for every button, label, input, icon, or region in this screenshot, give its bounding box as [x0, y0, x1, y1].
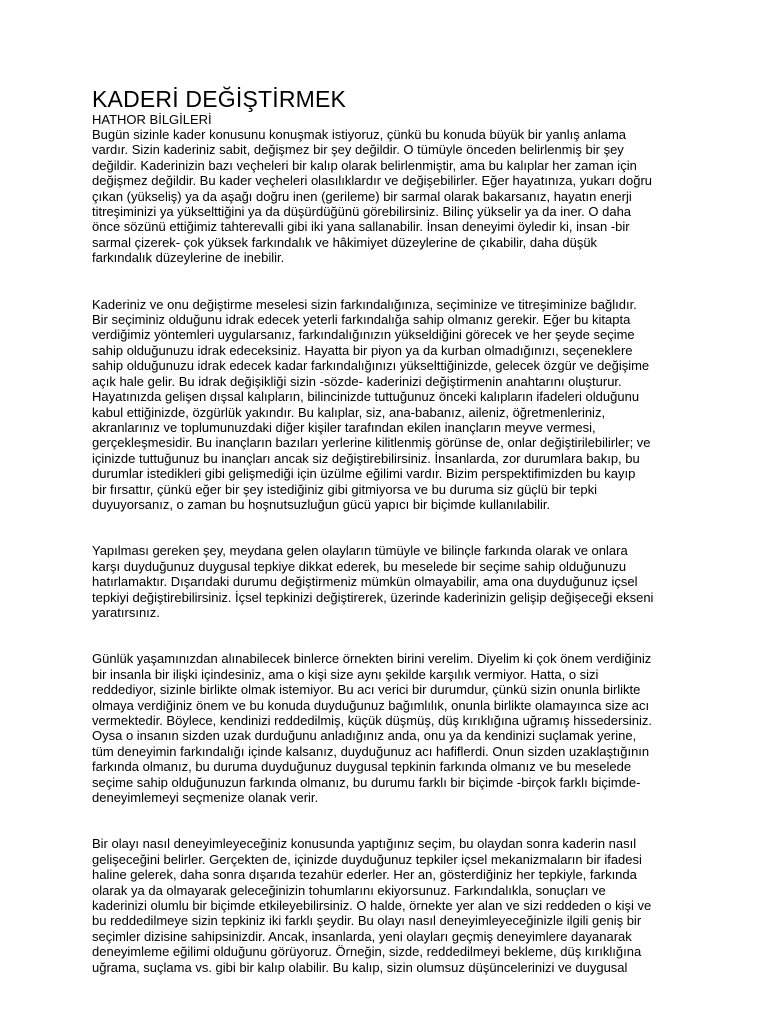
- text-line: deneyimleme eğilimi olduğunu görüyoruz. Örneğin, sizde, reddedilmeyi bekleme, düş kırıklığına: [92, 944, 642, 960]
- text-line: deneyimlemeyi seçmenize olanak verir.: [92, 790, 319, 806]
- text-line: bu reddedilmeye sizin tepkiniz iki farklı şeydir. Bu olayı nasıl deneyimleyeceğinizle ilgili geniş bir: [92, 913, 642, 929]
- text-line: vardır. Sizin kaderiniz sabit, değişmez bir şey değildir. O tümüyle önceden belirlenmiş bir şey: [92, 142, 624, 158]
- document-page: [92, 86, 692, 975]
- text-line: haline gelerek, daha sonra dışarıda tezahür ederler. Her an, gösterdiğiniz her tepkiyle, farkında: [92, 867, 637, 883]
- text-line: içinizde tuttuğunuz bu inançları ancak siz değiştirebilirsiniz. İnsanlarda, zor durumlara bakıp, bu: [92, 450, 640, 466]
- text-line: farkında olmanız, bu duruma duyduğunuz duygusal tepkinin farkında olmanız ve bu meselede: [92, 759, 632, 775]
- text-line: vermektedir. Böylece, kendinizi reddedilmiş, küçük düşmüş, düş kırıklığına uğramış hissedersiniz.: [92, 713, 652, 728]
- paragraph-gap: [92, 512, 692, 543]
- paragraph-gap: [92, 620, 692, 651]
- paragraph-5: [92, 836, 692, 975]
- text-line: Bir olayı nasıl deneyimleyeceğiniz konusunda yaptığınız seçim, bu olaydan sonra kaderin nasıl: [92, 836, 637, 852]
- text-line: değildir. Kaderinizin bazı veçheleri bir kalıp olarak belirlenmiştir, ama bu kalıplar her zaman için: [92, 157, 637, 173]
- text-line: hatırlamaktır. Dışarıdaki durumu değiştirmeniz mümkün olmayabilir, ama ona duyduğunuz içsel: [92, 574, 638, 590]
- text-line: seçime sahip olduğunuzun farkında olmanız, bu durumu farklı bir biçimde -birçok farklı biçimde-: [92, 774, 641, 790]
- text-line: bir fırsattır, çünkü eğer bir şey istediğiniz gibi gitmiyorsa ve bu duruma siz güçlü bir tepki: [92, 481, 598, 497]
- text-line: tüm deneyimin farkındalığı içinde kalsanız, duyduğunuz acı hafiflerdi. Onun sizden uzaklaştığının: [92, 743, 650, 759]
- paragraph-2: [92, 297, 692, 513]
- text-line: uğrama, suçlama vs. gibi bir kalıp olabilir. Bu kalıp, sizin olumsuz düşüncelerinizi ve duygusal: [92, 959, 628, 975]
- text-line: tepkiyi değiştirebilirsiniz. İçsel tepkinizi değiştirerek, üzerinde kaderinizin gelişip değişeceği ekseni: [92, 589, 654, 605]
- text-line: Yapılması gereken şey, meydana gelen olayların tümüyle ve bilinçle farkında olarak ve onlara: [92, 543, 628, 559]
- text-line: kabul ettiğinizde, özgürlük yakındır. Bu kalıplar, siz, ana-babanız, aileniz, öğretmenleriniz,: [92, 404, 606, 420]
- text-line: yaratırsınız.: [92, 604, 160, 620]
- text-line: Hayatınızda gelişen dışsal kalıpların, bilincinizde tuttuğunuz önceki kalıpların ifadeleri olduğunu: [92, 389, 640, 405]
- text-line: akranlarınız ve toplumunuzdaki diğer kişiler tarafından ekilen inançların meyve vermesi,: [92, 419, 596, 435]
- text-line: gerçekleşmesidir. Bu inançların bazıları yerlerine kilitlenmiş görünse de, onlar değiştirilebilirler; ve: [92, 435, 651, 451]
- paragraph-gap: [92, 266, 692, 297]
- text-line: sarmal çizerek- çok yüksek farkındalık ve hâkimiyet düzeylerine de çıkabilir, daha düşük: [92, 234, 598, 250]
- text-line: sahip olduğunuzu idrak edecek kadar farkındalığınızı yükselttiğinizde, gelecek özgür ve değişime: [92, 358, 650, 374]
- paragraph-gap: [92, 805, 692, 836]
- text-line: önce sözünü ettiğimiz tahterevalli gibi iki yana sallanabilir. İnsan deneyimi öyledir ki, insan -bir: [92, 219, 630, 235]
- text-line: seçimler dizisine sahipsinizdir. Ancak, insanlarda, yeni olayları geçmiş deneyimlere dayanarak: [92, 928, 632, 944]
- text-line: titreşiminizi ya yükselttiğini ya da düşürdüğünü görebilirsiniz. Bilinç yükselir ya da iner. O daha: [92, 204, 632, 220]
- text-line: reddediyor, sizinle birlikte olmak istemiyor. Bu acı verici bir durumdur, çünkü sizin onunla birlikte: [92, 682, 641, 698]
- text-line: kaderinizi olumlu bir biçimde etkileyebilirsiniz. O halde, örnekte yer alan ve sizi reddeden o kişi ve: [92, 898, 652, 914]
- paragraph-4: [92, 651, 692, 805]
- paragraph-3: [92, 543, 692, 620]
- document-subtitle: HATHOR BİLGİLERİ: [92, 112, 212, 127]
- text-line: çıkan (yükseliş) ya da aşağı doğru inen (gerileme) bir sarmal olarak bakarsanız, hayatın enerji: [92, 188, 632, 204]
- text-line: farkındalık düzeylerine de inebilir.: [92, 250, 285, 266]
- paragraph-1: [92, 127, 692, 266]
- text-line: Bir seçiminiz olduğunu idrak edecek yeterli farkındalığa sahip olmanız gerekir. Eğer bu kitapta: [92, 312, 631, 328]
- text-line: bir insanla bir ilişki içindesiniz, ama o kişi size aynı şekilde karşılık vermiyor. Hatta, o sizi: [92, 666, 599, 682]
- text-line: açık hale gelir. Bu idrak değişikliği sizin -sözde- kaderinizi değiştirmenin anahtarını oluşturur.: [92, 373, 622, 389]
- text-line: Kaderiniz ve onu değiştirme meselesi sizin farkındalığınıza, seçiminize ve titreşiminize bağlıdır.: [92, 296, 637, 312]
- text-line: verdiğimiz yöntemleri uygularsanız, farkındalığınızın yükseldiğini görecek ve her şeyde seçime: [92, 327, 635, 343]
- text-line: değişmez değildir. Bu kader veçheleri olasılıklardır ve değişebilirler. Eğer hayatınıza, yukarı doğru: [92, 173, 653, 189]
- text-line: sahip olduğunuzu idrak edeceksiniz. Hayatta bir piyon ya da kurban olmadığınızı, seçeneklere: [92, 342, 633, 358]
- text-line: karşı duyduğunuz duygusal tepkiye dikkat ederek, bu meselede bir seçime sahip olduğunuzu: [92, 558, 627, 574]
- text-line: gelişeceğini belirler. Gerçekten de, içinizde duyduğunuz tepkiler içsel mekanizmaların bir ifadesi: [92, 851, 642, 867]
- text-line: olmaya verdiğiniz önem ve bu konuda duyduğunuz bağımlılık, onunla birlikte olamayınca size acı: [92, 697, 650, 713]
- document-title: KADERİ DEĞİŞTİRMEK: [92, 86, 347, 112]
- text-line: Günlük yaşamınızdan alınabilecek binlerce örnekten birini verelim. Diyelim ki çok önem verdiğiniz: [92, 651, 652, 667]
- text-line: durumlar istedikleri gibi gelişmediği için üzülme eğilimi vardır. Bizim perspektifimizden bu kayıp: [92, 466, 636, 482]
- text-line: Oysa o insanın sizden uzak durduğunu anladığınız anda, onu ya da kendinizi suçlamak yerine,: [92, 728, 637, 744]
- text-line: olarak ya da olmayarak geleceğinizin tohumlarını ekiyorsunuz. Farkındalıkla, sonuçları ve: [92, 882, 606, 898]
- text-line: duyuyorsanız, o zaman bu hoşnutsuzluğun gücü yapıcı bir biçimde kullanılabilir.: [92, 496, 551, 512]
- text-line: Bugün sizinle kader konusunu konuşmak istiyoruz, çünkü bu konuda büyük bir yanlış anlama: [92, 127, 627, 142]
